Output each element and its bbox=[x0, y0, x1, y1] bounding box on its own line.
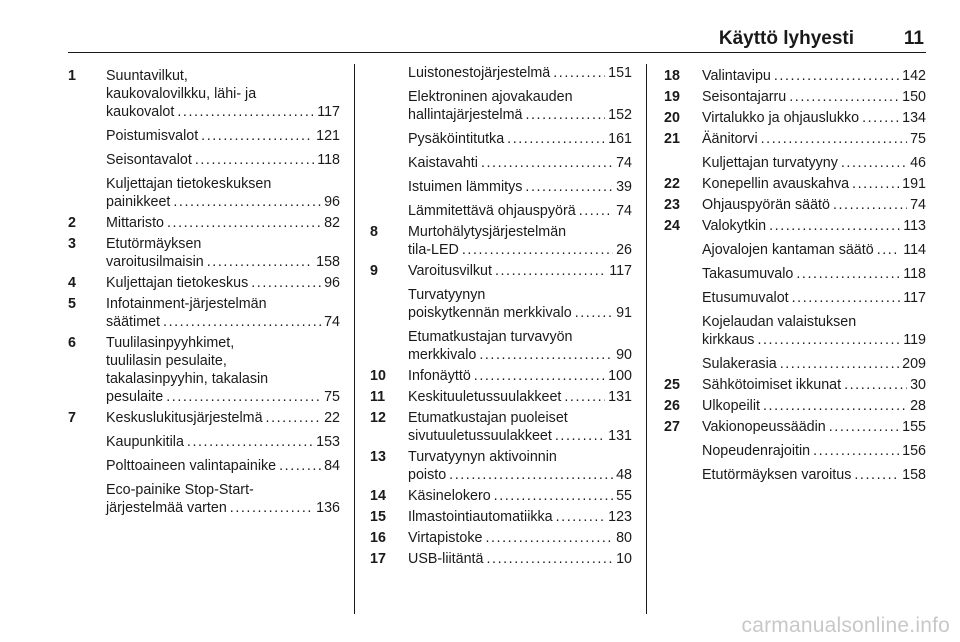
entry-leader-line bbox=[408, 262, 632, 280]
entry-label: Luistonestojärjestelmä bbox=[408, 65, 551, 81]
dot-leader bbox=[449, 466, 613, 484]
dot-leader bbox=[166, 388, 321, 406]
entry-leader-line bbox=[702, 265, 926, 283]
index-entry bbox=[68, 409, 340, 427]
entry-text-line: Kuljettajan tietokeskuksen bbox=[106, 176, 272, 192]
dot-leader bbox=[187, 433, 313, 451]
entry-label: poisto bbox=[408, 467, 447, 483]
entry-leader-line bbox=[702, 154, 926, 172]
page-title: Käyttö lyhyesti bbox=[718, 28, 854, 49]
entry-text-line: Turvatyynyn aktivoinnin bbox=[408, 449, 557, 465]
entry-label: painikkeet bbox=[106, 194, 171, 210]
column-divider bbox=[646, 64, 647, 614]
entry-page-number: 151 bbox=[608, 65, 632, 81]
entry-leader-line bbox=[106, 433, 340, 451]
dot-leader bbox=[507, 130, 605, 148]
entry-label: Polttoaineen valintapainike bbox=[106, 458, 277, 474]
entry-leader-line bbox=[702, 466, 926, 484]
dot-leader bbox=[792, 289, 901, 307]
entry-page-number: 158 bbox=[316, 254, 340, 270]
entry-page-number: 117 bbox=[609, 263, 632, 279]
index-entry bbox=[370, 262, 632, 280]
entry-page-number: 10 bbox=[616, 551, 632, 567]
dot-leader bbox=[579, 202, 613, 220]
index-entry bbox=[370, 178, 632, 196]
index-entry bbox=[370, 388, 632, 406]
entry-label: Keskuslukitusjärjestelmä bbox=[106, 410, 263, 426]
entry-page-number: 28 bbox=[910, 398, 926, 414]
entry-page-number: 100 bbox=[608, 368, 632, 384]
entry-page-number: 96 bbox=[324, 275, 340, 291]
dot-leader bbox=[841, 154, 907, 172]
dot-leader bbox=[553, 64, 605, 82]
index-entry bbox=[664, 109, 926, 127]
entry-number: 9 bbox=[370, 263, 378, 279]
dot-leader bbox=[854, 466, 899, 484]
entry-leader-line bbox=[106, 274, 340, 292]
entry-leader-line bbox=[106, 253, 340, 271]
entry-page-number: 74 bbox=[910, 197, 926, 213]
entry-leader-line bbox=[408, 487, 632, 505]
entry-leader-line bbox=[408, 178, 632, 196]
index-entry bbox=[664, 355, 926, 373]
entry-label: Pysäköintitutka bbox=[408, 131, 505, 147]
entry-number: 7 bbox=[68, 410, 76, 426]
entry-page-number: 153 bbox=[316, 434, 340, 450]
index-entry bbox=[68, 67, 340, 121]
index-entry bbox=[370, 286, 632, 322]
watermark: carmanualsonline.info bbox=[741, 614, 950, 637]
entry-label: Infonäyttö bbox=[408, 368, 471, 384]
entry-page-number: 82 bbox=[324, 215, 340, 231]
entry-text-line: Elektroninen ajovakauden bbox=[408, 89, 573, 105]
index-entry bbox=[68, 274, 340, 292]
index-entry bbox=[68, 334, 340, 406]
index-entry bbox=[370, 508, 632, 526]
dot-leader bbox=[796, 265, 900, 283]
entry-label: Mittaristo bbox=[106, 215, 164, 231]
entry-number: 16 bbox=[370, 530, 386, 546]
index-entry bbox=[370, 409, 632, 445]
entry-leader-line bbox=[408, 367, 632, 385]
entry-label: kirkkaus bbox=[702, 332, 755, 348]
entry-page-number: 155 bbox=[902, 419, 926, 435]
page-number: 11 bbox=[903, 28, 924, 49]
entry-page-number: 121 bbox=[316, 128, 340, 144]
entry-number: 18 bbox=[664, 68, 680, 84]
entry-page-number: 142 bbox=[902, 68, 926, 84]
dot-leader bbox=[556, 508, 606, 526]
entry-page-number: 150 bbox=[902, 89, 926, 105]
entry-leader-line bbox=[702, 88, 926, 106]
entry-number: 6 bbox=[68, 335, 76, 351]
entry-page-number: 209 bbox=[902, 356, 926, 372]
entry-leader-line bbox=[702, 217, 926, 235]
entry-page-number: 90 bbox=[616, 347, 632, 363]
index-entry bbox=[370, 448, 632, 484]
entry-page-number: 84 bbox=[324, 458, 340, 474]
entry-text-line: Turvatyynyn bbox=[408, 287, 486, 303]
entry-number: 4 bbox=[68, 275, 76, 291]
dot-leader bbox=[485, 529, 613, 547]
dot-leader bbox=[780, 355, 899, 373]
dot-leader bbox=[177, 103, 314, 121]
page-header bbox=[68, 22, 926, 53]
index-entry bbox=[664, 418, 926, 436]
entry-label: kaukovalot bbox=[106, 104, 175, 120]
entry-label: säätimet bbox=[106, 314, 161, 330]
dot-leader bbox=[173, 193, 321, 211]
dot-leader bbox=[761, 130, 907, 148]
entry-leader-line bbox=[702, 67, 926, 85]
entry-label: järjestelmää varten bbox=[106, 500, 227, 516]
dot-leader bbox=[844, 376, 907, 394]
entry-page-number: 131 bbox=[608, 428, 632, 444]
entry-page-number: 152 bbox=[608, 107, 632, 123]
dot-leader bbox=[862, 109, 899, 127]
entry-label: USB-liitäntä bbox=[408, 551, 484, 567]
entry-label: Etusumuvalot bbox=[702, 290, 789, 306]
entry-number: 26 bbox=[664, 398, 680, 414]
entry-leader-line bbox=[106, 409, 340, 427]
entry-page-number: 48 bbox=[616, 467, 632, 483]
entry-number: 5 bbox=[68, 296, 76, 312]
entry-number: 8 bbox=[370, 224, 378, 240]
entry-number: 23 bbox=[664, 197, 680, 213]
entry-text-line: Etutörmäyksen bbox=[106, 236, 202, 252]
entry-leader-line bbox=[702, 331, 926, 349]
entry-label: Ohjauspyörän säätö bbox=[702, 197, 830, 213]
dot-leader bbox=[163, 313, 321, 331]
index-entry bbox=[664, 289, 926, 307]
entry-text-line: takalasinpyyhin, takalasin bbox=[106, 371, 269, 387]
index-entry bbox=[664, 397, 926, 415]
entry-page-number: 131 bbox=[608, 389, 632, 405]
index-entry bbox=[370, 223, 632, 259]
entry-text-line: Etumatkustajan puoleiset bbox=[408, 410, 568, 426]
dot-leader bbox=[525, 178, 613, 196]
index-column-3 bbox=[664, 64, 926, 484]
entry-label: Sulakerasia bbox=[702, 356, 777, 372]
dot-leader bbox=[774, 67, 899, 85]
index-entry bbox=[370, 202, 632, 220]
dot-leader bbox=[769, 217, 900, 235]
entry-label: Etutörmäyksen varoitus bbox=[702, 467, 852, 483]
index-entry bbox=[68, 175, 340, 211]
entry-leader-line bbox=[408, 346, 632, 364]
entry-page-number: 80 bbox=[616, 530, 632, 546]
entry-leader-line bbox=[408, 427, 632, 445]
entry-label: Valintavipu bbox=[702, 68, 771, 84]
dot-leader bbox=[877, 241, 901, 259]
entry-page-number: 117 bbox=[903, 290, 926, 306]
entry-leader-line bbox=[408, 130, 632, 148]
entry-page-number: 114 bbox=[903, 242, 926, 258]
entry-page-number: 123 bbox=[608, 509, 632, 525]
entry-page-number: 118 bbox=[317, 152, 340, 168]
entry-leader-line bbox=[106, 388, 340, 406]
entry-label: poiskytkennän merkkivalo bbox=[408, 305, 572, 321]
entry-label: tila-LED bbox=[408, 242, 459, 258]
index-entry bbox=[664, 265, 926, 283]
entry-leader-line bbox=[408, 241, 632, 259]
entry-leader-line bbox=[408, 304, 632, 322]
entry-label: Nopeudenrajoitin bbox=[702, 443, 811, 459]
entry-label: Virtapistoke bbox=[408, 530, 483, 546]
index-entry bbox=[664, 196, 926, 214]
dot-leader bbox=[279, 457, 321, 475]
index-entry bbox=[370, 130, 632, 148]
entry-page-number: 113 bbox=[903, 218, 926, 234]
entry-page-number: 119 bbox=[903, 332, 926, 348]
entry-page-number: 30 bbox=[910, 377, 926, 393]
entry-leader-line bbox=[702, 241, 926, 259]
entry-label: Virtalukko ja ohjauslukko bbox=[702, 110, 860, 126]
entry-leader-line bbox=[702, 418, 926, 436]
entry-leader-line bbox=[702, 175, 926, 193]
dot-leader bbox=[479, 346, 613, 364]
entry-text-line: Tuulilasinpyyhkimet, bbox=[106, 335, 235, 351]
column-divider bbox=[354, 64, 355, 614]
index-entry bbox=[370, 529, 632, 547]
index-entry bbox=[68, 433, 340, 451]
entry-label: Seisontajarru bbox=[702, 89, 787, 105]
entry-label: Seisontavalot bbox=[106, 152, 192, 168]
entry-label: Lämmitettävä ohjauspyörä bbox=[408, 203, 576, 219]
entry-text-line: Murtohälytysjärjestelmän bbox=[408, 224, 567, 240]
entry-number: 17 bbox=[370, 551, 386, 567]
index-entry bbox=[664, 376, 926, 394]
dot-leader bbox=[230, 499, 313, 517]
entry-label: Ajovalojen kantaman säätö bbox=[702, 242, 874, 258]
index-entry bbox=[664, 442, 926, 460]
entry-number: 10 bbox=[370, 368, 386, 384]
entry-number: 1 bbox=[68, 68, 76, 84]
entry-label: Poistumisvalot bbox=[106, 128, 199, 144]
entry-label: pesulaite bbox=[106, 389, 164, 405]
entry-leader-line bbox=[408, 64, 632, 82]
entry-number: 11 bbox=[370, 389, 386, 405]
entry-label: Takasumuvalo bbox=[702, 266, 794, 282]
entry-page-number: 74 bbox=[616, 155, 632, 171]
index-entry bbox=[370, 88, 632, 124]
entry-label: Sähkötoimiset ikkunat bbox=[702, 377, 842, 393]
entry-number: 15 bbox=[370, 509, 386, 525]
entry-label: Valokytkin bbox=[702, 218, 767, 234]
entry-page-number: 96 bbox=[324, 194, 340, 210]
index-entry bbox=[664, 154, 926, 172]
entry-leader-line bbox=[702, 355, 926, 373]
entry-page-number: 55 bbox=[616, 488, 632, 504]
entry-label: Kuljettajan turvatyyny bbox=[702, 155, 838, 171]
entry-text-line: Etumatkustajan turvavyön bbox=[408, 329, 573, 345]
entry-leader-line bbox=[106, 214, 340, 232]
entry-number: 22 bbox=[664, 176, 680, 192]
entry-page-number: 161 bbox=[608, 131, 632, 147]
index-entry bbox=[370, 328, 632, 364]
index-entry bbox=[370, 154, 632, 172]
entry-leader-line bbox=[106, 313, 340, 331]
index-entry bbox=[370, 64, 632, 82]
index-entry bbox=[68, 457, 340, 475]
dot-leader bbox=[201, 127, 313, 145]
entry-label: Keskituuletussuulakkeet bbox=[408, 389, 562, 405]
dot-leader bbox=[167, 214, 321, 232]
entry-page-number: 75 bbox=[910, 131, 926, 147]
index-entry bbox=[664, 217, 926, 235]
entry-label: Kuljettajan tietokeskus bbox=[106, 275, 249, 291]
entry-label: sivutuuletussuulakkeet bbox=[408, 428, 552, 444]
entry-number: 21 bbox=[664, 131, 680, 147]
entry-leader-line bbox=[408, 508, 632, 526]
entry-label: Kaistavahti bbox=[408, 155, 478, 171]
entry-page-number: 118 bbox=[903, 266, 926, 282]
entry-page-number: 117 bbox=[317, 104, 340, 120]
entry-leader-line bbox=[702, 109, 926, 127]
entry-leader-line bbox=[106, 193, 340, 211]
entry-page-number: 75 bbox=[324, 389, 340, 405]
entry-leader-line bbox=[106, 499, 340, 517]
index-entry bbox=[664, 130, 926, 148]
dot-leader bbox=[789, 88, 899, 106]
index-entry bbox=[370, 550, 632, 568]
index-entry bbox=[68, 151, 340, 169]
entry-leader-line bbox=[702, 376, 926, 394]
entry-number: 12 bbox=[370, 410, 386, 426]
entry-label: Kaupunkitila bbox=[106, 434, 184, 450]
entry-number: 13 bbox=[370, 449, 386, 465]
entry-number: 14 bbox=[370, 488, 386, 504]
entry-text-line: tuulilasin pesulaite, bbox=[106, 353, 227, 369]
dot-leader bbox=[207, 253, 313, 271]
index-entry bbox=[68, 295, 340, 331]
dot-leader bbox=[833, 196, 907, 214]
entry-label: Istuimen lämmitys bbox=[408, 179, 523, 195]
entry-leader-line bbox=[702, 289, 926, 307]
entry-text-line: Eco-painike Stop-Start- bbox=[106, 482, 254, 498]
entry-text-line: kaukovalovilkku, lähi- ja bbox=[106, 86, 257, 102]
entry-label: varoitusilmaisin bbox=[106, 254, 204, 270]
entry-number: 27 bbox=[664, 419, 680, 435]
entry-leader-line bbox=[702, 397, 926, 415]
entry-label: Konepellin avauskahva bbox=[702, 176, 850, 192]
dot-leader bbox=[852, 175, 899, 193]
entry-leader-line bbox=[106, 103, 340, 121]
index-entry bbox=[664, 67, 926, 85]
entry-page-number: 74 bbox=[324, 314, 340, 330]
entry-leader-line bbox=[408, 550, 632, 568]
entry-leader-line bbox=[702, 130, 926, 148]
entry-number: 19 bbox=[664, 89, 680, 105]
entry-label: Äänitorvi bbox=[702, 131, 758, 147]
entry-leader-line bbox=[106, 457, 340, 475]
dot-leader bbox=[564, 388, 605, 406]
dot-leader bbox=[195, 151, 314, 169]
dot-leader bbox=[266, 409, 322, 427]
index-entry bbox=[664, 466, 926, 484]
index-entry bbox=[664, 241, 926, 259]
entry-text-line: Kojelaudan valaistuksen bbox=[702, 314, 857, 330]
dot-leader bbox=[494, 487, 613, 505]
entry-page-number: 26 bbox=[616, 242, 632, 258]
entry-leader-line bbox=[106, 127, 340, 145]
index-entry bbox=[68, 481, 340, 517]
entry-leader-line bbox=[408, 154, 632, 172]
entry-label: merkkivalo bbox=[408, 347, 477, 363]
dot-leader bbox=[481, 154, 613, 172]
index-column-1 bbox=[68, 64, 340, 517]
entry-page-number: 74 bbox=[616, 203, 632, 219]
entry-label: Ulkopeilit bbox=[702, 398, 761, 414]
dot-leader bbox=[462, 241, 613, 259]
index-entry bbox=[370, 487, 632, 505]
entry-leader-line bbox=[702, 196, 926, 214]
entry-page-number: 22 bbox=[324, 410, 340, 426]
index-entry bbox=[370, 367, 632, 385]
entry-leader-line bbox=[106, 151, 340, 169]
dot-leader bbox=[763, 397, 907, 415]
dot-leader bbox=[757, 331, 900, 349]
dot-leader bbox=[495, 262, 606, 280]
entry-page-number: 39 bbox=[616, 179, 632, 195]
index-entry bbox=[68, 127, 340, 145]
entry-leader-line bbox=[408, 202, 632, 220]
entry-label: Varoitusvilkut bbox=[408, 263, 492, 279]
index-entry bbox=[664, 88, 926, 106]
entry-page-number: 158 bbox=[902, 467, 926, 483]
entry-label: Vakionopeussäädin bbox=[702, 419, 826, 435]
dot-leader bbox=[474, 367, 605, 385]
entry-number: 20 bbox=[664, 110, 680, 126]
entry-page-number: 91 bbox=[616, 305, 632, 321]
entry-number: 3 bbox=[68, 236, 76, 252]
entry-page-number: 156 bbox=[902, 443, 926, 459]
entry-page-number: 136 bbox=[316, 500, 340, 516]
index-entry bbox=[68, 235, 340, 271]
index-entry bbox=[664, 175, 926, 193]
entry-leader-line bbox=[408, 529, 632, 547]
dot-leader bbox=[251, 274, 321, 292]
index-column-2 bbox=[370, 64, 632, 568]
entry-number: 24 bbox=[664, 218, 680, 234]
entry-leader-line bbox=[408, 106, 632, 124]
entry-page-number: 134 bbox=[902, 110, 926, 126]
entry-label: hallintajärjestelmä bbox=[408, 107, 523, 123]
dot-leader bbox=[813, 442, 899, 460]
dot-leader bbox=[575, 304, 613, 322]
entry-label: Ilmastointiautomatiikka bbox=[408, 509, 553, 525]
entry-page-number: 191 bbox=[902, 176, 926, 192]
entry-page-number: 46 bbox=[910, 155, 926, 171]
dot-leader bbox=[829, 418, 899, 436]
entry-label: Käsinelokero bbox=[408, 488, 491, 504]
entry-leader-line bbox=[408, 388, 632, 406]
entry-text-line: Infotainment-järjestelmän bbox=[106, 296, 267, 312]
dot-leader bbox=[555, 427, 605, 445]
entry-number: 25 bbox=[664, 377, 680, 393]
entry-text-line: Suuntavilkut, bbox=[106, 68, 188, 84]
dot-leader bbox=[525, 106, 605, 124]
index-entry bbox=[68, 214, 340, 232]
entry-leader-line bbox=[702, 442, 926, 460]
dot-leader bbox=[487, 550, 614, 568]
entry-leader-line bbox=[408, 466, 632, 484]
index-entry bbox=[664, 313, 926, 349]
entry-number: 2 bbox=[68, 215, 76, 231]
